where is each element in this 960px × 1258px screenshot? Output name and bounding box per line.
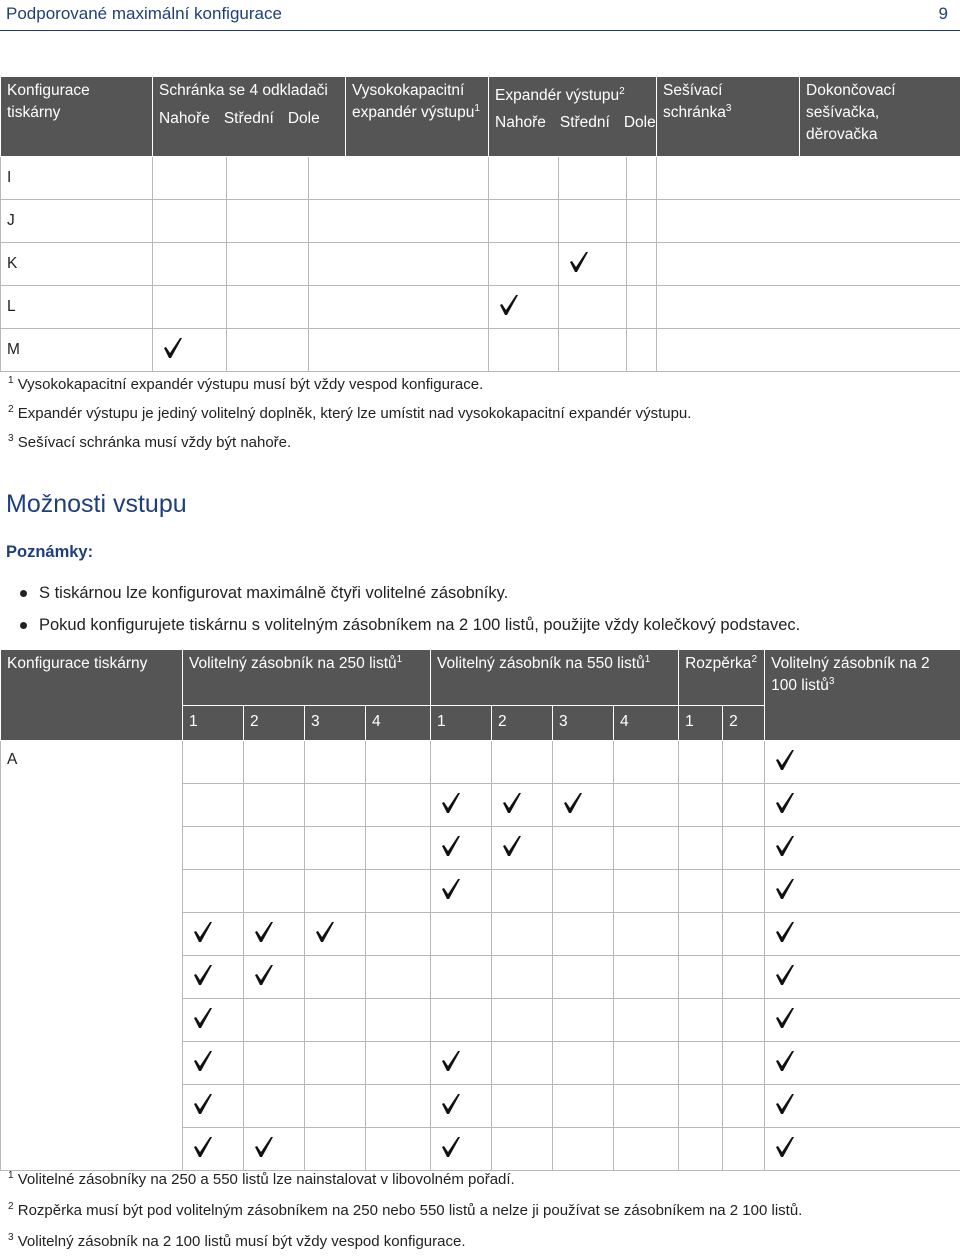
header-hc-expander: Vysokokapacitní expandér výstupu$^1$	[346, 77, 489, 157]
table-cell	[679, 784, 723, 827]
checkmark-icon	[774, 921, 796, 943]
table-cell	[723, 1128, 765, 1171]
header-finisher: Dokončovací sešívačka, děrovačka	[800, 77, 960, 157]
table-cell	[153, 329, 227, 372]
table-cell	[366, 1128, 431, 1171]
table-cell	[227, 157, 309, 200]
footnote: $^3$ Sešívací schránka musí vždy být nahoře.	[8, 433, 292, 451]
table-cell	[431, 913, 492, 956]
table-cell	[244, 913, 305, 956]
header-expander: Expandér výstupu$^2$ Nahoře Střední Dole	[489, 77, 657, 157]
table-cell	[553, 741, 614, 784]
table-cell	[627, 200, 657, 243]
checkmark-icon	[440, 1136, 462, 1158]
table-cell	[489, 329, 559, 372]
table-cell	[492, 870, 553, 913]
bullet-icon	[20, 622, 27, 629]
table-cell	[431, 1042, 492, 1085]
table-cell	[489, 200, 559, 243]
footnote: $^1$ Volitelné zásobníky na 250 a 550 listů lze nainstalovat v libovolném pořadí.	[8, 1170, 515, 1188]
column-number: 3	[305, 706, 366, 741]
column-number: 1	[183, 706, 244, 741]
table-cell	[183, 956, 244, 999]
table-cell	[305, 1128, 366, 1171]
table-cell	[765, 741, 960, 784]
table-cell	[614, 1042, 679, 1085]
table-cell	[366, 870, 431, 913]
table-row	[1, 329, 960, 372]
table-cell	[679, 999, 723, 1042]
table-cell	[183, 870, 244, 913]
checkmark-icon	[192, 1007, 214, 1029]
table-row	[1, 200, 960, 243]
page-number: 9	[938, 4, 948, 23]
checkmark-icon	[253, 1136, 275, 1158]
table-cell	[723, 1042, 765, 1085]
row-label: K	[1, 243, 153, 286]
table-cell	[431, 827, 492, 870]
notes-label: Poznámky:	[6, 543, 94, 561]
table-cell	[723, 827, 765, 870]
table-cell	[657, 243, 960, 286]
checkmark-icon	[774, 1050, 796, 1072]
table-cell	[614, 741, 679, 784]
table-cell	[153, 200, 227, 243]
table-cell	[723, 784, 765, 827]
table-cell	[765, 870, 960, 913]
table-cell	[559, 157, 627, 200]
column-number: 2	[492, 706, 553, 741]
table-cell	[305, 870, 366, 913]
row-label: L	[1, 286, 153, 329]
table-cell	[244, 999, 305, 1042]
checkmark-icon	[568, 251, 590, 273]
table-cell	[627, 286, 657, 329]
table-cell	[492, 913, 553, 956]
table-cell	[492, 1042, 553, 1085]
table-cell	[489, 243, 559, 286]
table-cell	[765, 1128, 960, 1171]
table-cell	[559, 286, 627, 329]
table-cell	[553, 1085, 614, 1128]
table-cell	[679, 827, 723, 870]
table-cell	[153, 157, 227, 200]
table-cell	[657, 157, 960, 200]
table-cell	[553, 827, 614, 870]
header-printer-config: Konfigurace tiskárny	[1, 77, 153, 157]
table-cell	[553, 956, 614, 999]
checkmark-icon	[774, 878, 796, 900]
column-number: 3	[553, 706, 614, 741]
note-bullet: Pokud konfigurujete tiskárnu s volitelným zásobníkem na 2 100 listů, použijte vždy kolečkový podstavec.	[20, 616, 800, 635]
column-number: 1	[431, 706, 492, 741]
table-cell	[489, 286, 559, 329]
table-cell	[614, 913, 679, 956]
table-cell	[183, 784, 244, 827]
checkmark-icon	[192, 1136, 214, 1158]
checkmark-icon	[774, 835, 796, 857]
table-cell	[431, 999, 492, 1042]
table-cell	[679, 1085, 723, 1128]
column-number: 1	[679, 706, 723, 741]
table-cell	[153, 243, 227, 286]
table-cell	[366, 784, 431, 827]
table-cell	[183, 999, 244, 1042]
table-cell	[305, 956, 366, 999]
table-cell	[244, 870, 305, 913]
table-cell	[553, 870, 614, 913]
table-cell	[492, 827, 553, 870]
checkmark-icon	[774, 749, 796, 771]
checkmark-icon	[498, 294, 520, 316]
table-cell	[679, 956, 723, 999]
table-cell	[431, 956, 492, 999]
column-number: 4	[614, 706, 679, 741]
table-cell	[309, 329, 489, 372]
table-row	[1, 741, 960, 784]
table-cell	[614, 870, 679, 913]
table-cell	[431, 1085, 492, 1128]
checkmark-icon	[501, 835, 523, 857]
table-cell	[366, 956, 431, 999]
row-label: I	[1, 157, 153, 200]
table-cell	[765, 1085, 960, 1128]
note-bullet: S tiskárnou lze konfigurovat maximálně čtyři volitelné zásobníky.	[20, 584, 508, 603]
checkmark-icon	[774, 792, 796, 814]
table-cell	[559, 200, 627, 243]
header-expander-bottom: Dole	[623, 114, 656, 131]
checkmark-icon	[440, 835, 462, 857]
row-label: J	[1, 200, 153, 243]
table-cell	[553, 913, 614, 956]
footnote: $^2$ Rozpěrka musí být pod volitelným zásobníkem na 250 nebo 550 listů a nelze ji používat se zásobníkem na 2 100 listů.	[8, 1201, 803, 1219]
table-cell	[492, 1128, 553, 1171]
table-cell	[723, 870, 765, 913]
checkmark-icon	[162, 337, 184, 359]
output-config-table	[0, 76, 960, 372]
footnote: $^2$ Expandér výstupu je jediný volitelný doplněk, který lze umístit nad vysokokapacitní expandér výstupu.	[8, 404, 692, 422]
row-label: A	[1, 741, 183, 1171]
table-cell	[305, 1042, 366, 1085]
table-row	[1, 243, 960, 286]
table-cell	[679, 741, 723, 784]
table-cell	[431, 784, 492, 827]
table-cell	[244, 827, 305, 870]
checkmark-icon	[192, 921, 214, 943]
checkmark-icon	[440, 792, 462, 814]
checkmark-icon	[774, 964, 796, 986]
table-cell	[657, 329, 960, 372]
table-cell	[305, 741, 366, 784]
table-cell	[183, 741, 244, 784]
header-stapler: Sešívací schránka$^3$	[657, 77, 800, 157]
section-title: Možnosti vstupu	[6, 490, 187, 518]
page-header-title: Podporované maximální konfigurace	[6, 4, 282, 23]
table-cell	[309, 243, 489, 286]
table-cell	[183, 1085, 244, 1128]
table-cell	[553, 999, 614, 1042]
table-cell	[679, 870, 723, 913]
table-cell	[183, 1042, 244, 1085]
table-cell	[183, 827, 244, 870]
column-number: 4	[366, 706, 431, 741]
bullet-icon	[20, 590, 27, 597]
table-cell	[614, 1128, 679, 1171]
table-cell	[765, 913, 960, 956]
table-cell	[366, 741, 431, 784]
table-cell	[679, 1128, 723, 1171]
checkmark-icon	[774, 1136, 796, 1158]
table-cell	[431, 741, 492, 784]
header-printer-config-2: Konfigurace tiskárny	[1, 650, 183, 741]
table-cell	[227, 200, 309, 243]
table-cell	[227, 243, 309, 286]
header-tray-550: Volitelný zásobník na 550 listů$^1$	[431, 650, 679, 706]
table-cell	[553, 1042, 614, 1085]
table-cell	[614, 827, 679, 870]
table-cell	[765, 956, 960, 999]
table-cell	[366, 827, 431, 870]
table-cell	[305, 1085, 366, 1128]
header-mailbox-top: Nahoře	[159, 110, 210, 127]
input-config-table	[0, 649, 960, 1171]
footnote: $^3$ Volitelný zásobník na 2 100 listů musí být vždy vespod konfigurace.	[8, 1232, 466, 1250]
table-cell	[723, 999, 765, 1042]
table-cell	[153, 286, 227, 329]
table-cell	[553, 1128, 614, 1171]
table-cell	[627, 157, 657, 200]
header-tray-250: Volitelný zásobník na 250 listů$^1$	[183, 650, 431, 706]
checkmark-icon	[562, 792, 584, 814]
checkmark-icon	[440, 878, 462, 900]
table-cell	[614, 956, 679, 999]
checkmark-icon	[774, 1093, 796, 1115]
table-cell	[431, 870, 492, 913]
table-cell	[765, 784, 960, 827]
table-cell	[183, 913, 244, 956]
checkmark-icon	[440, 1050, 462, 1072]
table-cell	[227, 286, 309, 329]
table-cell	[614, 1085, 679, 1128]
table-cell	[305, 784, 366, 827]
checkmark-icon	[192, 1093, 214, 1115]
table-cell	[492, 956, 553, 999]
table-cell	[492, 784, 553, 827]
table-cell	[627, 329, 657, 372]
table-cell	[244, 741, 305, 784]
table-cell	[492, 1085, 553, 1128]
column-number: 2	[244, 706, 305, 741]
checkmark-icon	[253, 921, 275, 943]
table-cell	[244, 1085, 305, 1128]
table-cell	[614, 999, 679, 1042]
row-label: M	[1, 329, 153, 372]
table-cell	[553, 784, 614, 827]
table-cell	[309, 200, 489, 243]
table-cell	[244, 1128, 305, 1171]
table-cell	[489, 157, 559, 200]
table-cell	[679, 1042, 723, 1085]
table-cell	[723, 956, 765, 999]
table-cell	[765, 999, 960, 1042]
table-cell	[366, 1085, 431, 1128]
table-cell	[723, 913, 765, 956]
table-cell	[366, 913, 431, 956]
table-cell	[559, 329, 627, 372]
table-cell	[309, 286, 489, 329]
table-cell	[492, 741, 553, 784]
table-cell	[559, 243, 627, 286]
table-cell	[492, 999, 553, 1042]
table-cell	[614, 784, 679, 827]
table-cell	[366, 999, 431, 1042]
table-cell	[723, 741, 765, 784]
header-mailbox-bottom: Dole	[287, 110, 320, 127]
table-cell	[227, 329, 309, 372]
checkmark-icon	[192, 1050, 214, 1072]
table-cell	[244, 1042, 305, 1085]
table-cell	[305, 999, 366, 1042]
table-cell	[309, 157, 489, 200]
header-spacer: Rozpěrka$^2$	[679, 650, 765, 706]
table-cell	[765, 827, 960, 870]
table-cell	[244, 956, 305, 999]
table-cell	[244, 784, 305, 827]
table-row	[1, 286, 960, 329]
header-mailbox: Schránka se 4 odkladači Nahoře Střední Dole	[153, 77, 346, 157]
checkmark-icon	[440, 1093, 462, 1115]
footnote: $^1$ Vysokokapacitní expandér výstupu musí být vždy vespod konfigurace.	[8, 375, 484, 393]
table-cell	[366, 1042, 431, 1085]
checkmark-icon	[192, 964, 214, 986]
header-expander-top: Nahoře	[495, 114, 546, 131]
table-cell	[723, 1085, 765, 1128]
header-tray-2100: Volitelný zásobník na 2 100 listů$^3$	[765, 650, 960, 741]
table-cell	[305, 913, 366, 956]
table-cell	[627, 243, 657, 286]
table-row	[1, 157, 960, 200]
table-cell	[183, 1128, 244, 1171]
table-cell	[305, 827, 366, 870]
checkmark-icon	[253, 964, 275, 986]
table-cell	[657, 200, 960, 243]
checkmark-icon	[774, 1007, 796, 1029]
table-cell	[431, 1128, 492, 1171]
column-number: 2	[723, 706, 765, 741]
checkmark-icon	[314, 921, 336, 943]
checkmark-icon	[501, 792, 523, 814]
table-cell	[679, 913, 723, 956]
header-expander-middle: Střední	[559, 114, 610, 131]
header-mailbox-middle: Střední	[223, 110, 274, 127]
table-cell	[765, 1042, 960, 1085]
table-cell	[657, 286, 960, 329]
